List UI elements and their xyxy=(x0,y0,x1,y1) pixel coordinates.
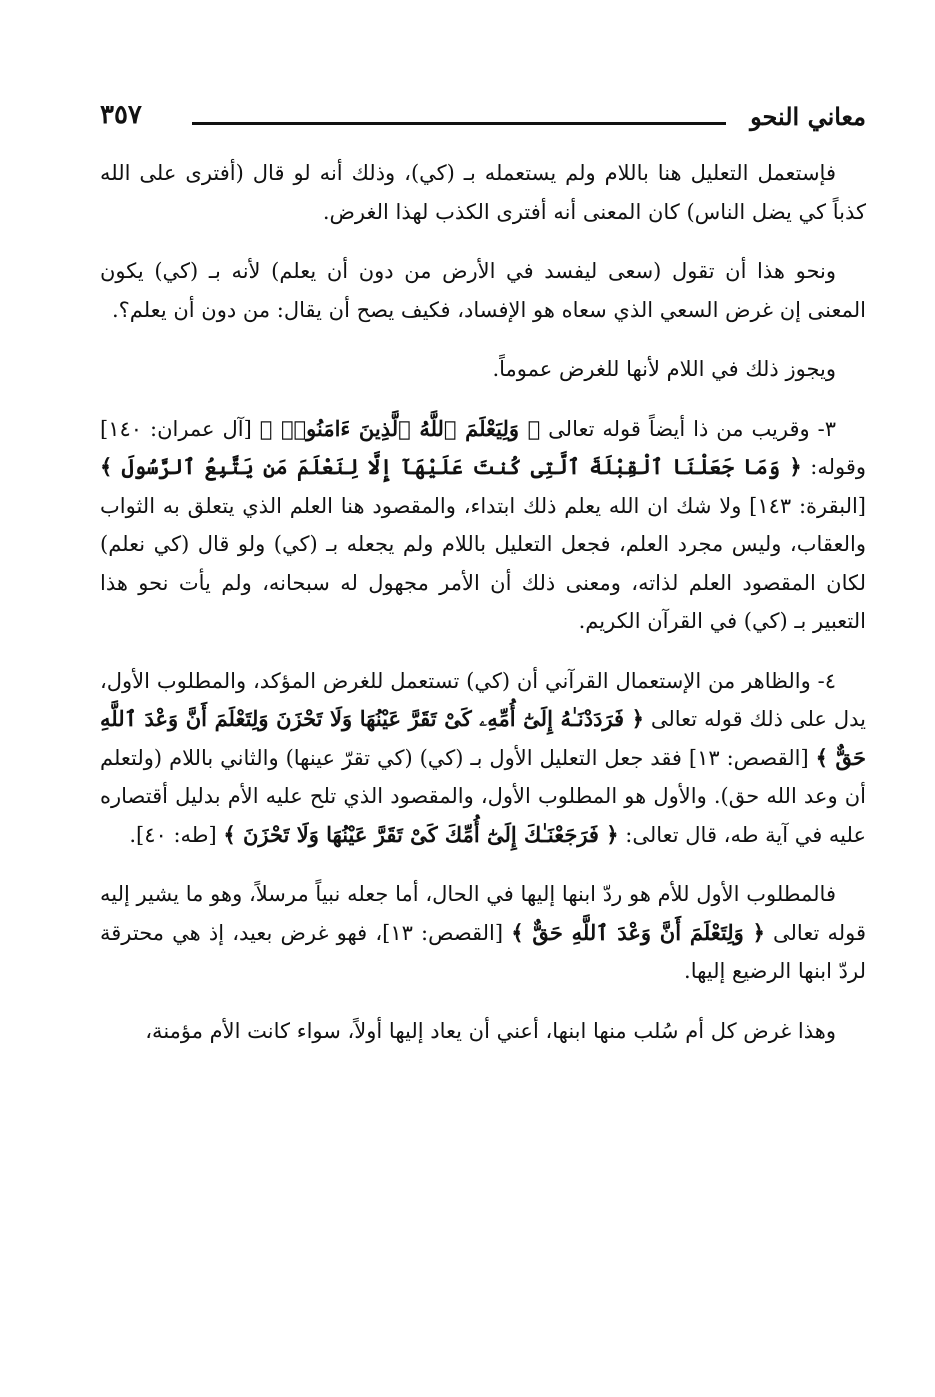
paragraph xyxy=(100,252,866,329)
quran-verse: ﴿ وَمَا جَعَلْنَا ٱلْقِبْلَةَ ٱلَّتِى كُنتَ عَلَيْهَآ إِلَّا لِنَعْلَمَ مَن يَتَّبِعُ ٱلرَّسُولَ ﴾ xyxy=(100,454,802,479)
body-text xyxy=(100,154,866,1050)
book-page xyxy=(100,100,866,1071)
paragraph xyxy=(100,350,866,389)
paragraph xyxy=(100,662,866,855)
text-run: ٣- وقريب من ذا أيضاً قوله تعالى xyxy=(540,416,836,441)
text-run: [البقرة: ١٤٣] ولا شك ان الله يعلم ذلك ابتداء، والمقصود هنا العلم الذي يتعلق به الثواب والعقاب، وليس مجرد العلم، فجعل التعليل باللام ولم يجعله بـ (كي) ولو قال (كي نعلم) لكان المقصود العلم لذاته، ومعنى ذلك أن الأمر مجهول له سبحانه، ولم يأت نحو هذا التعبير بـ (كي) في القرآن الكريم. xyxy=(100,493,866,633)
quran-verse: ﴿ وَلِيَعْلَمَ ٱللَّهُ ٱلَّذِينَ ءَامَنُوا۟ ﴾ xyxy=(259,415,541,441)
quran-verse: ﴿ فَرَجَعْنَـٰكَ إِلَىٰٓ أُمِّكَ كَىْ تَقَرَّ عَيْنُهَا وَلَا تَحْزَنَ ﴾ xyxy=(223,821,619,847)
text-run: [طه: ٤٠]. xyxy=(129,822,224,847)
paragraph xyxy=(100,875,866,991)
text-run: ٤- والظاهر من الإستعمال القرآني أن (كي) تستعمل للغرض المؤكد، والمطلوب الأول، يدل على ذلك قوله تعالى xyxy=(100,668,866,731)
running-title: معاني النحو xyxy=(750,102,866,131)
paragraph xyxy=(100,1012,866,1051)
text-run: فالمطلوب الأول للأم هو ردّ ابنها إليها في الحال، أما جعله نبياً مرسلاً، وهو ما يشير إليه قوله تعالى xyxy=(100,882,866,945)
text-run: ونحو هذا أن تقول (سعى ليفسد في الأرض من دون أن يعلم) لأنه بـ (كي) يكون المعنى إن غرض السعي الذي سعاه هو الإفساد، فكيف يصح أن يقال: من دون أن يعلم؟. xyxy=(100,259,866,322)
text-run: فإستعمل التعليل هنا باللام ولم يستعمله بـ (كي)، وذلك أنه لو قال (أفترى على الله كذباً كي يضل الناس) كان المعنى أنه أفترى الكذب لهذا الغرض. xyxy=(100,161,866,224)
text-run: [القصص: ١٣]، فهو غرض بعيد، إذ هي محترقة لردّ ابنها الرضيع إليها. xyxy=(100,920,866,983)
paragraph xyxy=(100,410,866,641)
quran-verse: ﴿ وَلِتَعْلَمَ أَنَّ وَعْدَ ٱللَّهِ حَقٌّ ﴾ xyxy=(511,919,765,945)
page-number: ٣٥٧ xyxy=(100,100,142,130)
text-run: [آل عمران: ١٤٠] وقوله: xyxy=(100,416,866,479)
paragraph xyxy=(100,154,866,231)
text-run: ويجوز ذلك في اللام لأنها للغرض عموماً. xyxy=(492,357,836,381)
text-run: وهذا غرض كل أم سُلب منها ابنها، أعني أن يعاد إليها أولاً، سواء كانت الأم مؤمنة، xyxy=(145,1018,836,1043)
quran-verse: ﴿ فَرَدَدْنَـٰهُ إِلَىٰٓ أُمِّهِۦ كَىْ تَقَرَّ عَيْنُهَا وَلَا تَحْزَنَ وَلِتَعْلَمَ أَنَّ وَعْدَ ٱللَّهِ حَقٌّ ﴾ xyxy=(100,706,866,770)
header-rule xyxy=(192,122,726,125)
text-run: [القصص: ١٣] فقد جعل التعليل الأول بـ (كي) (كي تقرّ عينها) والثاني باللام (ولتعلم أن وعد الله حق). والأول هو المطلوب الأول، والمقصود الذي تلح عليه الأم بدليل أقتصاره عليه في آية طه، قال تعالى: xyxy=(100,745,866,847)
running-header xyxy=(100,100,866,140)
